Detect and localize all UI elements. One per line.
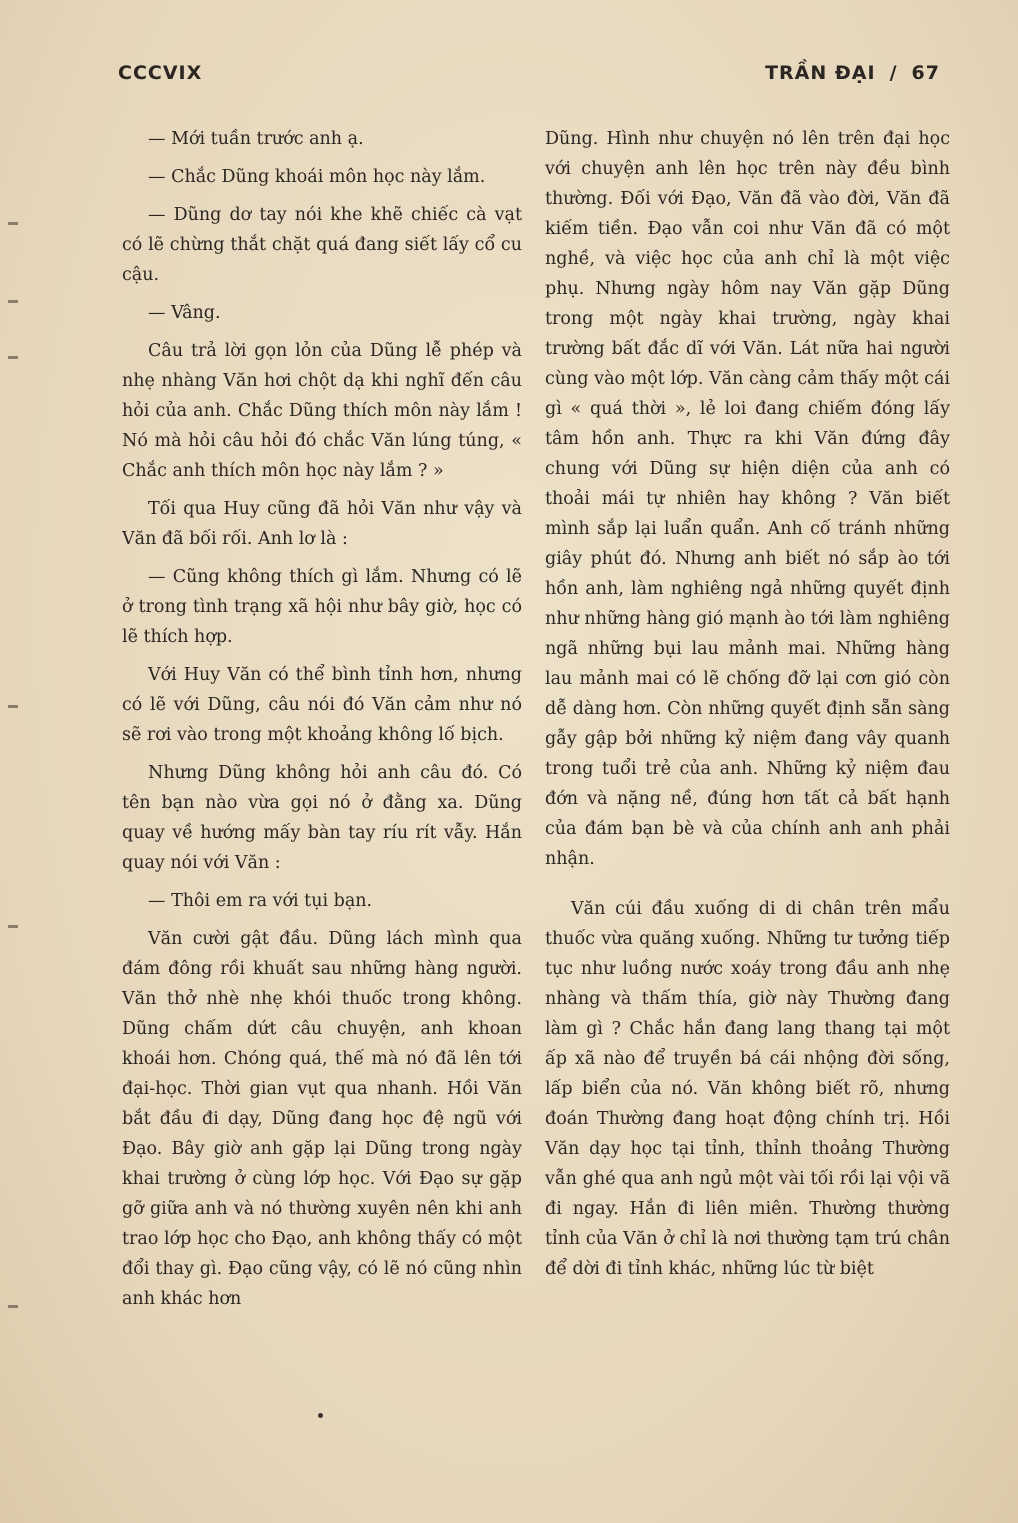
right-column: [545, 124, 950, 1292]
left-column: [122, 124, 522, 1322]
margin-mark: [8, 222, 18, 225]
paragraph: Câu trả lời gọn lỏn của Dũng lễ phép và nhẹ nhàng Văn hơi chột dạ khi nghĩ đến câu hỏi của anh. Chắc Dũng thích môn này lắm ! Nó mà hỏi câu hỏi đó chắc Văn lúng túng, « Chắc anh thích môn học này lắm ? »: [122, 341, 522, 481]
paragraph: Văn cúi đầu xuống di di chân trên mẩu thuốc vừa quăng xuống. Những tư tưởng tiếp tục như luồng nước xoáy trong đầu anh nhẹ nhàng và thấm thía, giờ này Thường đang làm gì ? Chắc hắn đang lang thang tại một ấp xã nào để truyền bá cái nhộng đời sống, lấp biển của nó. Văn không biết rõ, nhưng đoán Thường đang hoạt động chính trị. Hồi Văn dạy học tại tỉnh, thỉnh thoảng Thường vẫn ghé qua anh ngủ một vài tối rồi lại vội vã đi ngay. Hắn đi liên miên. Thường thường tỉnh của Văn ở chỉ là nơi thường tạm trú chân để dời đi tỉnh khác, những lúc từ biệt: [545, 899, 950, 1279]
margin-mark: [8, 925, 18, 928]
paragraph: Với Huy Văn có thể bình tỉnh hơn, nhưng có lẽ với Dũng, câu nói đó Văn cảm như nó sẽ rơi vào trong một khoảng không lố bịch.: [122, 665, 522, 745]
paragraph: — Mới tuần trước anh ạ.: [148, 129, 364, 149]
author-name: TRẦN ĐẠI: [765, 62, 876, 84]
margin-mark: [8, 705, 18, 708]
page-number: 67: [911, 62, 940, 84]
header-right: [765, 62, 940, 84]
running-title: CCCVIX: [118, 62, 203, 84]
paragraph: Tối qua Huy cũng đã hỏi Văn như vậy và Văn đã bối rối. Anh lơ là :: [122, 499, 522, 549]
margin-mark: [8, 1305, 18, 1308]
paragraph: — Vâng.: [148, 303, 221, 323]
page-header: [118, 62, 940, 92]
paragraph: — Thôi em ra với tụi bạn.: [148, 891, 373, 911]
margin-mark: [8, 356, 18, 359]
paragraph: Nhưng Dũng không hỏi anh câu đó. Có tên bạn nào vừa gọi nó ở đằng xa. Dũng quay về hướng mấy bàn tay ríu rít vẫy. Hắn quay nói với Văn :: [122, 763, 522, 873]
page-dot: [318, 1413, 323, 1418]
paragraph: — Dũng dơ tay nói khe khẽ chiếc cà vạt có lẽ chừng thắt chặt quá đang siết lấy cổ cu cậu.: [122, 205, 522, 285]
paragraph: — Cũng không thích gì lắm. Nhưng có lẽ ở trong tình trạng xã hội như bây giờ, học có lẽ thích hợp.: [122, 567, 522, 647]
paragraph: — Chắc Dũng khoái môn học này lắm.: [148, 167, 486, 187]
header-separator: /: [889, 62, 898, 84]
paragraph: Dũng. Hình như chuyện nó lên trên đại học với chuyện anh lên học trên này đều bình thường. Đối với Đạo, Văn đã vào đời, Văn đã kiếm tiền. Đạo vẫn coi như Văn đã có một nghề, và việc học của anh chỉ là một việc phụ. Nhưng ngày hôm nay Văn gặp Dũng trong một ngày khai trường, ngày khai trường bất đắc dĩ với Văn. Lát nữa hai người cùng vào một lớp. Văn càng cảm thấy một cái gì « quá thời », lẻ loi đang chiếm đóng lấy tâm hồn anh. Thực ra khi Văn đứng đây chung với Dũng sự hiện diện của anh có thoải mái tự nhiên hay không ? Văn biết mình sắp lại luẩn quẩn. Anh cố tránh những giây phút đó. Nhưng anh biết nó sắp ào tới hồn anh, làm nghiêng ngả những quyết định như những hàng gió mạnh ào tới làm nghiêng ngã những bụi lau mảnh mai. Những hàng lau mảnh mai có lẽ chống đỡ lại cơn gió còn dễ dàng hơn. Còn những quyết định sẵn sàng gẫy gập bởi những kỷ niệm đang vây quanh trong tuổi trẻ của anh. Những kỷ niệm đau đớn và nặng nề, đúng hơn tất cả bất hạnh của đám bạn bè và của chính anh anh phải nhận.: [545, 129, 950, 869]
margin-mark: [8, 300, 18, 303]
paragraph: Văn cười gật đầu. Dũng lách mình qua đám đông rồi khuất sau những hàng người. Văn thở nhè nhẹ khói thuốc trong không. Dũng chấm dứt câu chuyện, anh khoan khoái hơn. Chóng quá, thế mà nó đã lên tới đại-học. Thời gian vụt qua nhanh. Hồi Văn bắt đầu đi dạy, Dũng đang học đệ ngũ với Đạo. Bây giờ anh gặp lại Dũng trong ngày khai trường ở cùng lớp học. Với Đạo sự gặp gỡ giữa anh và nó thường xuyên nên khi anh trao lớp học cho Đạo, anh không thấy có một đổi thay gì. Đạo cũng vậy, có lẽ nó cũng nhìn anh khác hơn: [122, 929, 522, 1309]
